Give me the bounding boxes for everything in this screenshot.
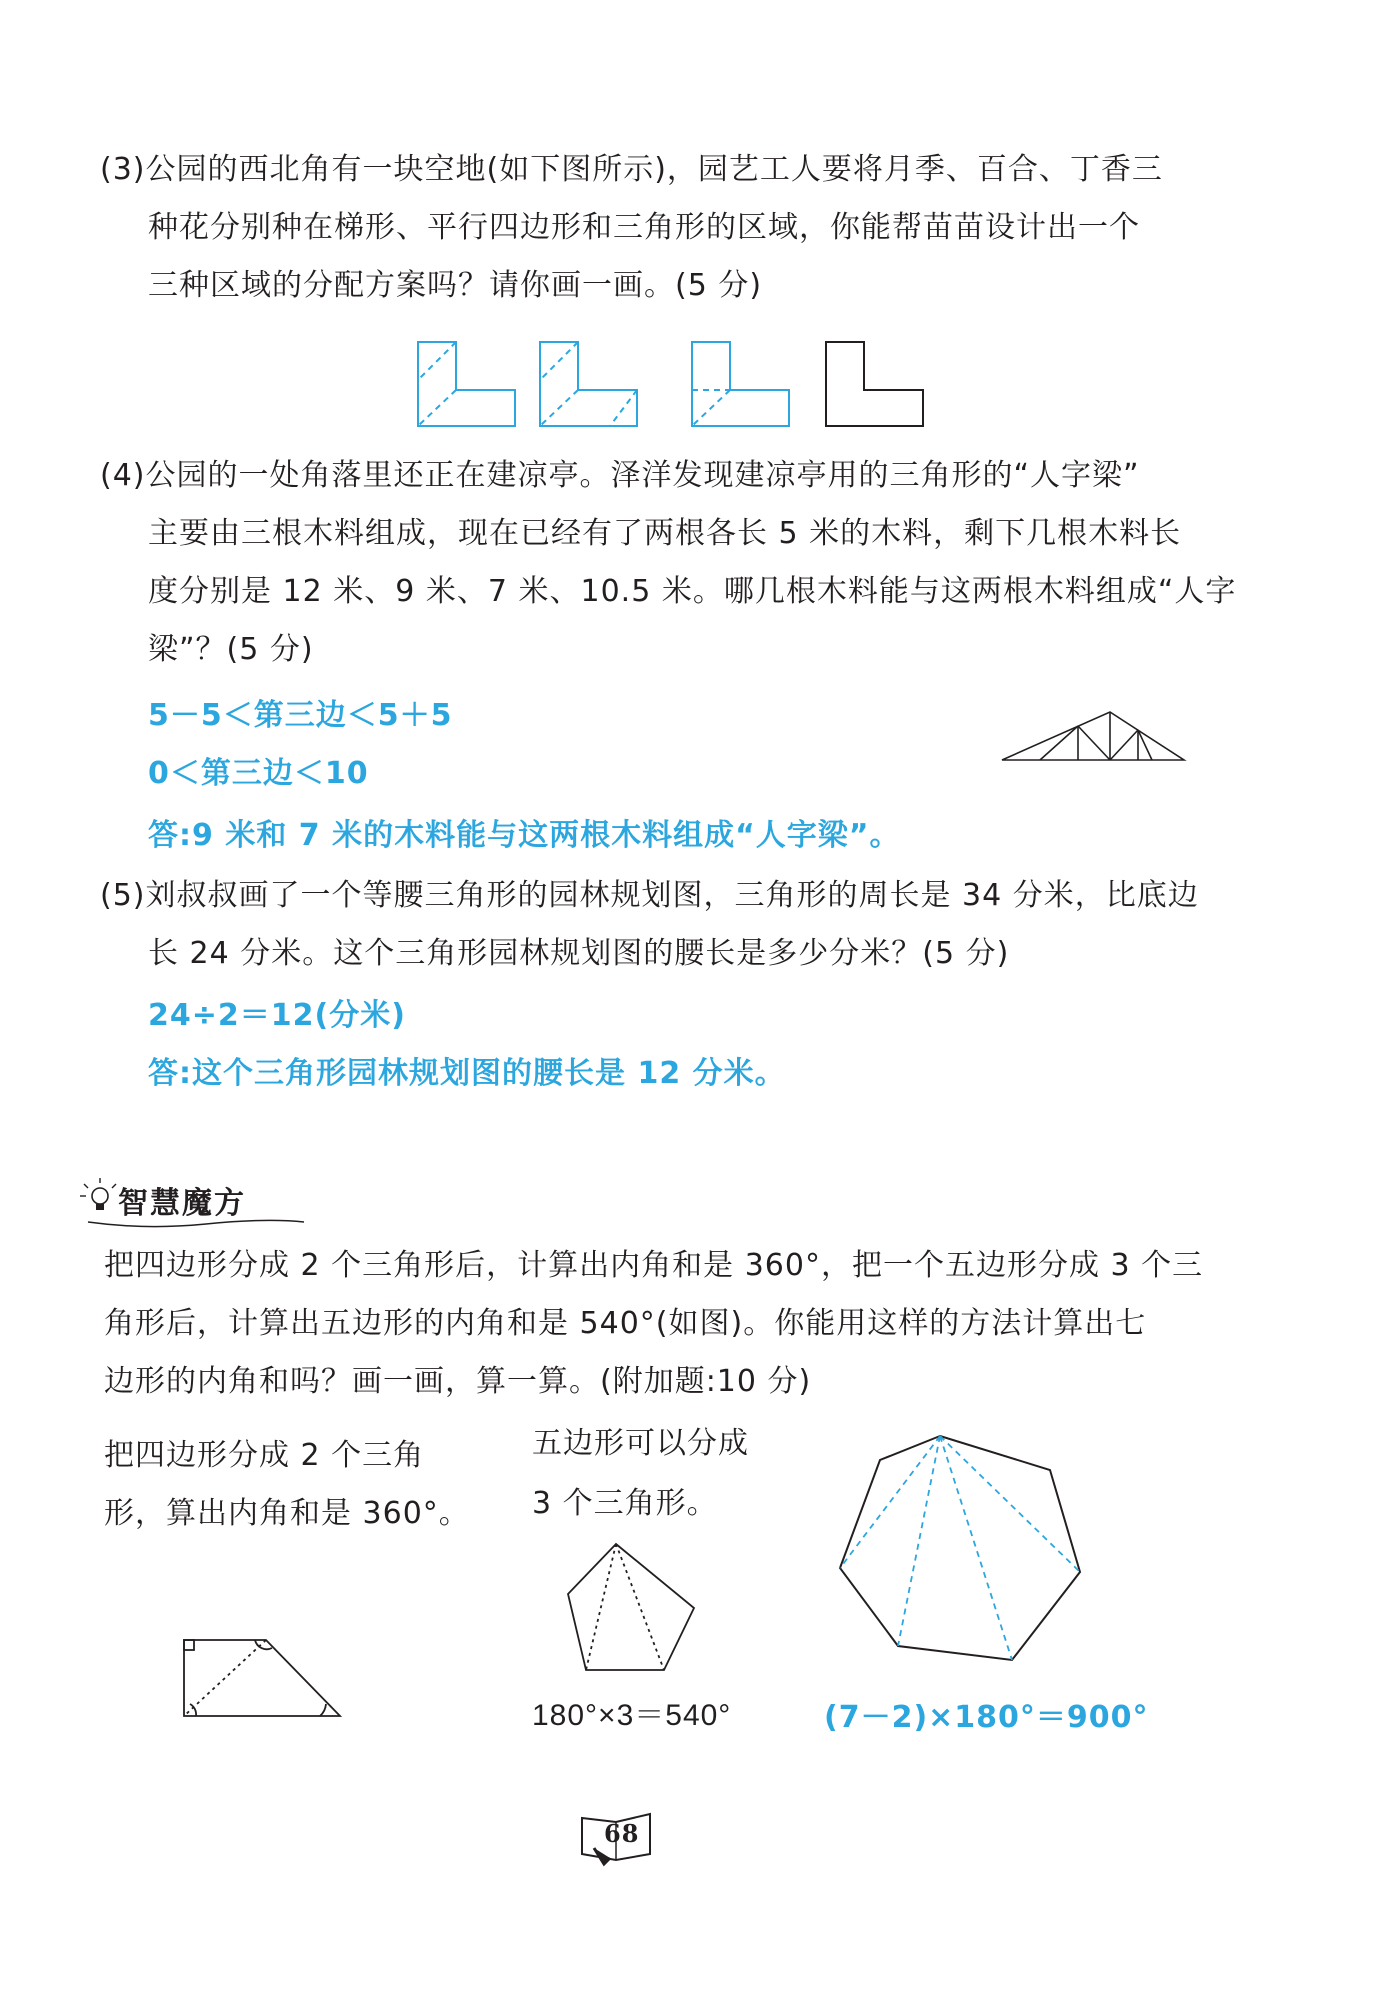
wisdom-line-2: 角形后，计算出五边形的内角和是 540°(如图)。你能用这样的方法计算出七: [104, 1306, 1147, 1341]
q4-line-1: (4)公园的一处角落里还正在建凉亭。泽洋发现建凉亭用的三角形的“人字梁”: [100, 458, 1140, 493]
q3-line-3: 三种区域的分配方案吗？请你画一画。(5 分): [148, 268, 763, 303]
q5-answer-1: 24÷2＝12(分米): [148, 998, 406, 1033]
wisdom-line-3: 边形的内角和吗？画一画，算一算。(附加题:10 分): [104, 1364, 812, 1399]
q4-line-3: 度分别是 12 米、9 米、7 米、10.5 米。哪几根木料能与这两根木料组成“人字: [148, 574, 1237, 609]
q5-answer-2: 答:这个三角形园林规划图的腰长是 12 分米。: [148, 1056, 786, 1091]
q4-answer-3: 答:9 米和 7 米的木料能与这两根木料组成“人字梁”。: [148, 818, 901, 853]
quad-text-2: 形，算出内角和是 360°。: [104, 1496, 470, 1531]
q3-line-1: (3)公园的西北角有一块空地(如下图所示)，园艺工人要将月季、百合、丁香三: [100, 152, 1163, 187]
wisdom-title: 智慧魔方: [118, 1186, 246, 1221]
q4-line-2: 主要由三根木料组成，现在已经有了两根各长 5 米的木料，剩下几根木料长: [148, 516, 1182, 551]
q4-line-4: 梁”？(5 分): [148, 632, 314, 667]
quad-text-1: 把四边形分成 2 个三角: [104, 1438, 425, 1473]
q3-line-2: 种花分别种在梯形、平行四边形和三角形的区域，你能帮苗苗设计出一个: [148, 210, 1140, 245]
q5-line-2: 长 24 分米。这个三角形园林规划图的腰长是多少分米？(5 分): [148, 936, 1010, 971]
q5-line-1: (5)刘叔叔画了一个等腰三角形的园林规划图，三角形的周长是 34 分米，比底边: [100, 878, 1199, 913]
wisdom-line-1: 把四边形分成 2 个三角形后，计算出内角和是 360°，把一个五边形分成 3 个三: [104, 1248, 1204, 1283]
q4-answer-1: 5－5＜第三边＜5＋5: [148, 698, 453, 733]
page-number: 68: [604, 1819, 640, 1848]
pent-text-1: 五边形可以分成: [532, 1426, 749, 1461]
pent-text-2: 3 个三角形。: [532, 1486, 718, 1521]
q4-answer-2: 0＜第三边＜10: [148, 756, 369, 791]
hept-answer: (7－2)×180°＝900°: [824, 1700, 1149, 1735]
pent-formula: 180°×3＝540°: [532, 1699, 732, 1732]
